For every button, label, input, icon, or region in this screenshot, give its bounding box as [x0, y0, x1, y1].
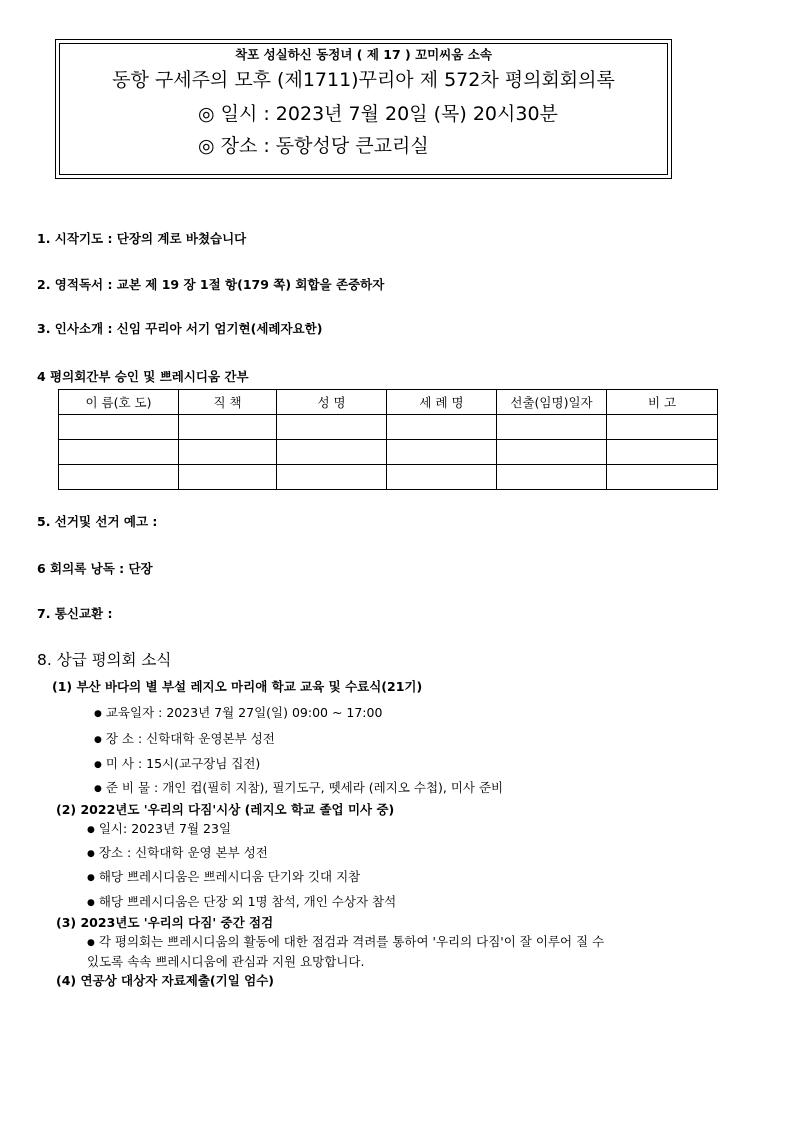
news-item-2-heading: (2) 2022년도 '우리의 다짐'시상 (레지오 학교 졸업 미사 중): [56, 802, 395, 817]
list-item-text: 해당 쁘레시디움은 단장 외 1명 참석, 개인 수상자 참석: [98, 894, 397, 909]
section-spiritual-reading: 2. 영적독서 : 교본 제 19 장 1절 항(179 쪽) 회합을 존중하자: [37, 277, 385, 292]
officers-table: [58, 389, 718, 490]
table-row: [59, 415, 718, 440]
table-cell: [59, 415, 179, 440]
list-item: [87, 869, 360, 886]
list-item-text: 미 사 : 15시(교구장님 집전): [105, 756, 261, 771]
list-item-text: 장소 : 신학대학 운영 본부 성전: [98, 845, 268, 860]
table-cell: [277, 415, 387, 440]
table-row: [59, 465, 718, 490]
list-item: [87, 934, 604, 951]
table-cell: [277, 465, 387, 490]
section-correspondence: 7. 통신교환 :: [37, 606, 113, 621]
col-header-remarks: 비 고: [607, 390, 718, 415]
table-cell: [179, 415, 277, 440]
list-item: [94, 780, 503, 797]
table-header-row: [59, 390, 718, 415]
table-row: [59, 440, 718, 465]
list-item-text: 준 비 물 : 개인 컵(필히 지참), 필기도구, 뗏세라 (레지오 수첩), 미사 준비: [105, 780, 504, 795]
col-header-full-name: 성 명: [277, 390, 387, 415]
table-cell: [387, 465, 497, 490]
table-cell: [277, 440, 387, 465]
list-item-continuation: 있도록 속속 쁘레시디움에 관심과 지원 요망합니다.: [87, 954, 365, 969]
list-item: [87, 845, 268, 862]
table-cell: [179, 465, 277, 490]
table-cell: [497, 465, 607, 490]
bullet-icon: ●: [94, 709, 102, 719]
list-item-text: 일시: 2023년 7월 23일: [98, 821, 232, 836]
section-election-notice: 5. 선거및 선거 예고 :: [37, 514, 158, 529]
section-opening-prayer: 1. 시작기도 : 단장의 계로 바쳤습니다: [37, 231, 247, 246]
bullet-icon: ●: [87, 938, 95, 948]
section-higher-council-news: 8. 상급 평의회 소식: [37, 651, 172, 669]
col-header-name-title: 이 름(호 도): [59, 390, 179, 415]
table-cell: [497, 415, 607, 440]
header-title: 동항 구세주의 모후 (제1711)꾸리아 제 572차 평의회회의록: [112, 69, 615, 91]
bullet-icon: ●: [87, 825, 95, 835]
col-header-position: 직 책: [179, 390, 277, 415]
header-place: ◎ 장소 : 동항성당 큰교리실: [198, 135, 429, 157]
table-cell: [59, 440, 179, 465]
section-minutes-reading: 6 회의록 낭독 : 단장: [37, 561, 153, 576]
list-item: [94, 705, 382, 722]
news-item-4-heading: (4) 연공상 대상자 자료제출(기일 엄수): [56, 973, 275, 988]
bullet-icon: ●: [94, 784, 102, 794]
list-item: [87, 821, 231, 838]
table-cell: [607, 440, 718, 465]
bullet-icon: ●: [94, 735, 102, 745]
list-item-text: 교육일자 : 2023년 7월 27일(일) 09:00 ~ 17:00: [105, 705, 383, 720]
header-inner-border: [59, 43, 668, 175]
table-cell: [497, 440, 607, 465]
news-item-3-heading: (3) 2023년도 '우리의 다짐' 중간 점검: [56, 915, 274, 930]
bullet-icon: ●: [87, 873, 95, 883]
bullet-icon: ●: [87, 849, 95, 859]
header-box: [55, 39, 672, 179]
table-cell: [179, 440, 277, 465]
list-item-text: 해당 쁘레시디움은 쁘레시디움 단기와 깃대 지참: [98, 869, 361, 884]
table-cell: [387, 440, 497, 465]
list-item: [94, 756, 260, 773]
header-subtitle: 착포 성실하신 동정녀 ( 제 17 ) 꼬미씨움 소속: [235, 47, 492, 62]
col-header-baptismal-name: 세 례 명: [387, 390, 497, 415]
list-item: [87, 894, 396, 911]
section-officers-approval: 4 평의회간부 승인 및 쁘레시디움 간부: [37, 369, 249, 384]
col-header-elected-date: 선출(임명)일자: [497, 390, 607, 415]
bullet-icon: ●: [94, 760, 102, 770]
table-cell: [387, 415, 497, 440]
list-item-text: 장 소 : 신학대학 운영본부 성전: [105, 731, 275, 746]
list-item: [94, 731, 275, 748]
table-cell: [59, 465, 179, 490]
section-introduction: 3. 인사소개 : 신임 꾸리아 서기 엄기현(세례자요한): [37, 321, 323, 336]
table-cell: [607, 465, 718, 490]
header-datetime: ◎ 일시 : 2023년 7월 20일 (목) 20시30분: [198, 103, 558, 125]
bullet-icon: ●: [87, 898, 95, 908]
list-item-text: 각 평의회는 쁘레시디움의 활동에 대한 점검과 격려를 통하여 '우리의 다짐'이 잘 이루어 질 수: [98, 934, 605, 949]
news-item-1-heading: (1) 부산 바다의 별 부설 레지오 마리애 학교 교육 및 수료식(21기): [52, 679, 423, 694]
table-cell: [607, 415, 718, 440]
